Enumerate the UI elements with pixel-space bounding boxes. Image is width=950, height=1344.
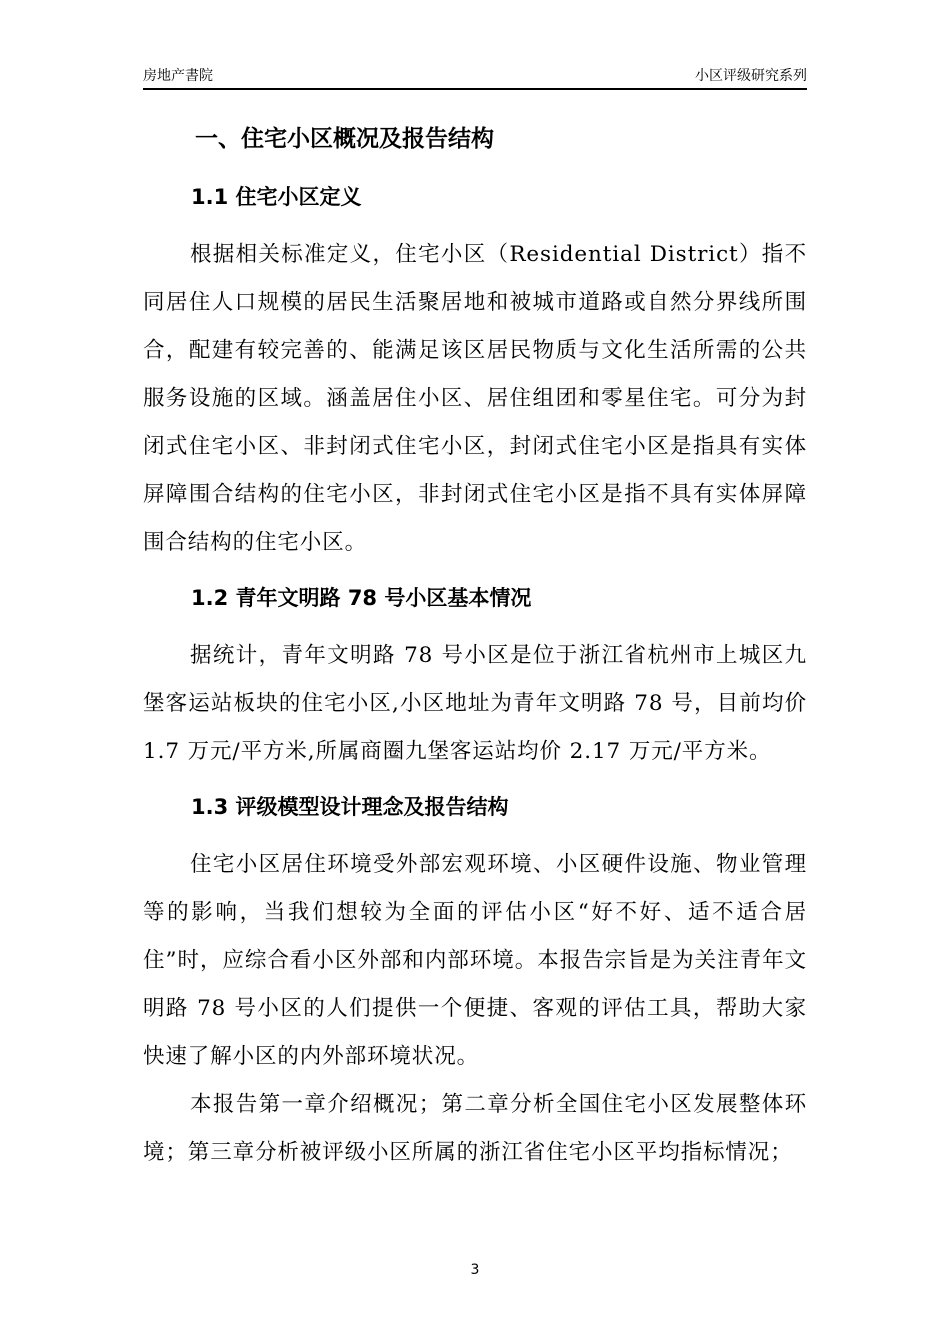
- chapter-title: 一、住宅小区概况及报告结构: [195, 126, 494, 152]
- paragraph-definition: 根据相关标准定义，住宅小区（Residential District）指不同居住人口规模的居民生活聚居地和被城市道路或自然分界线所围合，配建有较完善的、能满足该区居民物质与文化生活所需的公共服务设施的区域。涵盖居住小区、居住组团和零星住宅。可分为封闭式住宅小区、非封闭式住宅小区，封闭式住宅小区是指具有实体屏障围合结构的住宅小区，非封闭式住宅小区是指不具有实体屏障围合结构的住宅小区。: [143, 242, 807, 555]
- page-number: 3: [470, 1262, 480, 1278]
- paragraph-report-structure: 本报告第一章介绍概况；第二章分析全国住宅小区发展整体环境；第三章分析被评级小区所属的浙江省住宅小区平均指标情况；: [143, 1092, 807, 1165]
- paragraph-model-concept: 住宅小区居住环境受外部宏观环境、小区硬件设施、物业管理等的影响，当我们想较为全面的评估小区“好不好、适不适合居住”时，应综合看小区外部和内部环境。本报告宗旨是为关注青年文明路 78 号小区的人们提供一个便捷、客观的评估工具，帮助大家快速了解小区的内外部环境状况。: [143, 852, 807, 1069]
- header-series: 小区评级研究系列: [695, 68, 807, 84]
- section-title-1-1: 1.1 住宅小区定义: [191, 185, 362, 209]
- section-title-1-2: 1.2 青年文明路 78 号小区基本情况: [191, 586, 532, 610]
- header-publisher: 房地产書院: [143, 68, 213, 84]
- page-header: [143, 64, 807, 90]
- section-title-1-3: 1.3 评级模型设计理念及报告结构: [191, 795, 509, 819]
- document-body: [143, 110, 807, 1177]
- paragraph-basic-info: 据统计，青年文明路 78 号小区是位于浙江省杭州市上城区九堡客运站板块的住宅小区,小区地址为青年文明路 78 号，目前均价 1.7 万元/平方米,所属商圈九堡客运站均价 2.17 万元/平方米。: [143, 643, 807, 764]
